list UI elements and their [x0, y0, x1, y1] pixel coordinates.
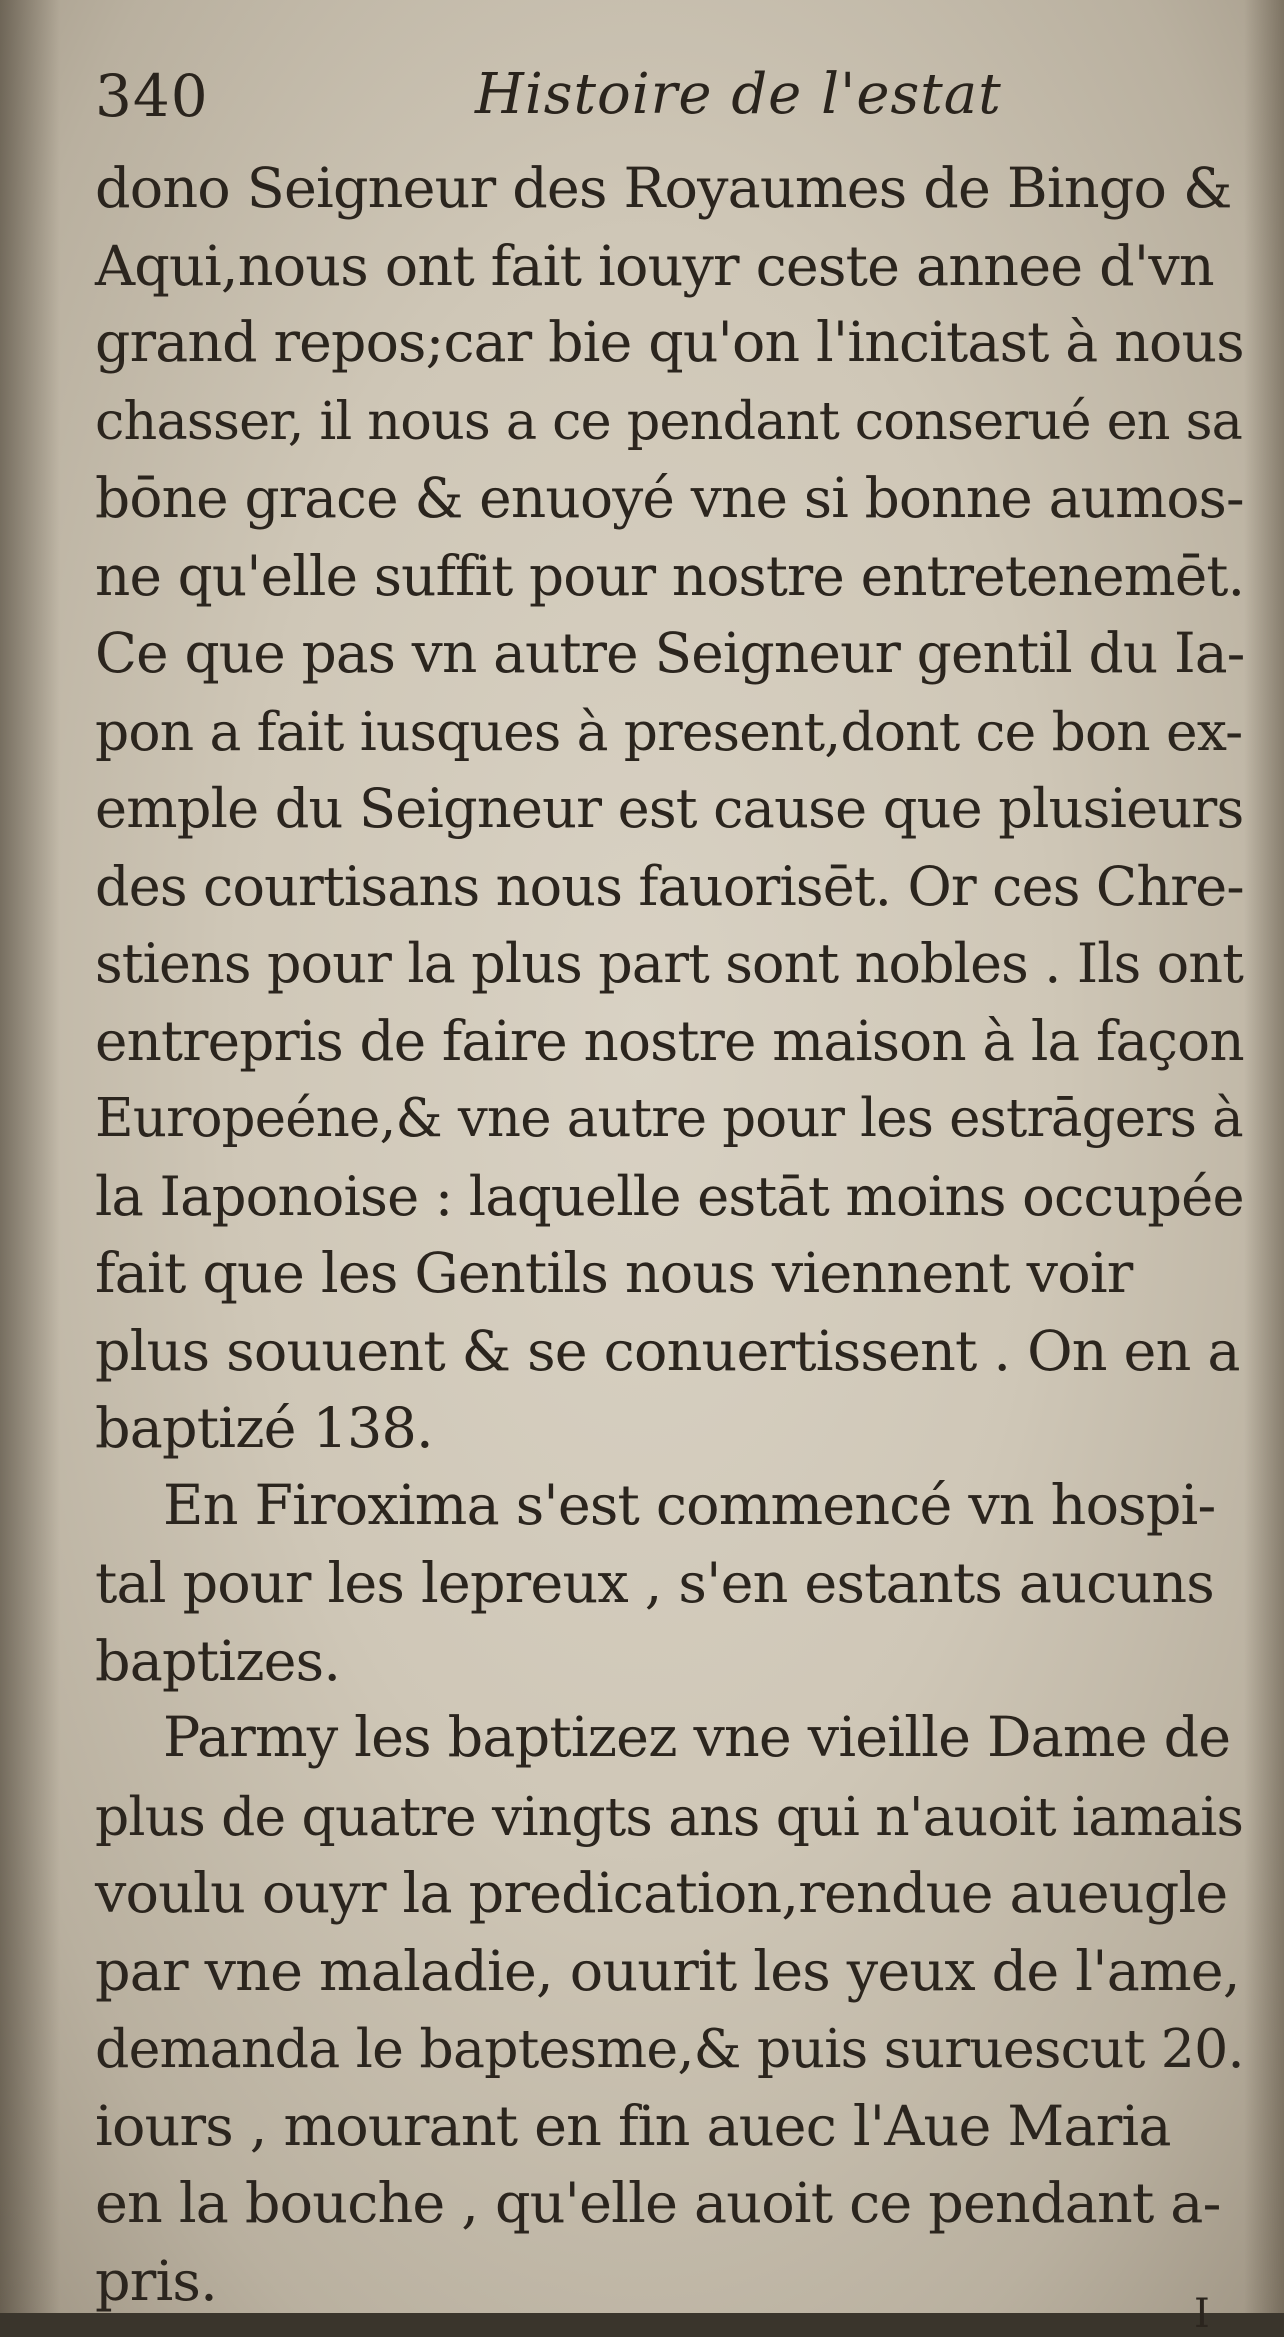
text-line: dono Seigneur des Royaumes de Bingo & [95, 156, 1232, 221]
page-header [95, 62, 1245, 142]
text-line: baptizes. [95, 1628, 341, 1694]
text-line: des courtisans nous fauorisēt. Or ces Chre- [95, 854, 1244, 918]
text-line: voulu ouyr la predication,rendue aueugle [95, 1861, 1228, 1926]
text-line: demanda le baptesme,& puis suruescut 20. [95, 2017, 1244, 2080]
text-line: ne qu'elle suffit pour nostre entretenemēt. [95, 543, 1245, 608]
running-title: Histoire de l'estat [475, 62, 1002, 127]
catchword: I [1194, 2291, 1210, 2337]
text-line: plus souuent & se conuertissent . On en a [95, 1318, 1240, 1384]
text-line: Europeéne,& vne autre pour les estrāgers à [95, 1088, 1243, 1149]
text-line: chasser, il nous a ce pendant conserué en sa [95, 390, 1243, 452]
text-line: entrepris de faire nostre maison à la façon [95, 1008, 1244, 1073]
text-line: stiens pour la plus part sont nobles . Ils ont [95, 932, 1244, 995]
text-line: emple du Seigneur est cause que plusieurs [95, 777, 1244, 840]
text-line: par vne maladie, ouurit les yeux de l'ame, [95, 1938, 1240, 2004]
text-line: la Iaponoise : laquelle estāt moins occupée [95, 1164, 1244, 1228]
text-line: plus de quatre vingts ans qui n'auoit iamais [95, 1784, 1244, 1848]
text-line: Aqui,nous ont fait iouyr ceste annee d'vn [95, 233, 1214, 299]
text-line: fait que les Gentils nous viennent voir [95, 1241, 1133, 1306]
text-line: En Firoxima s'est commencé vn hospi- [163, 1473, 1216, 1538]
text-line: bōne grace & enuoyé vne si bonne aumos- [95, 466, 1244, 530]
body-text [95, 150, 1255, 2337]
text-line: iours , mourant en fin auec l'Aue Maria [95, 2093, 1171, 2159]
text-line: en la bouche , qu'elle auoit ce pendant a- [95, 2171, 1221, 2236]
text-line: Parmy les baptizez vne vieille Dame de [163, 1706, 1231, 1770]
text-line: baptizé 138. [95, 1396, 433, 1461]
text-line: tal pour les lepreux , s'en estants aucuns [95, 1551, 1214, 1616]
text-line: Ce que pas vn autre Seigneur gentil du Ia- [95, 621, 1245, 685]
page-number: 340 [95, 62, 209, 130]
text-line: pris. [95, 2248, 217, 2314]
text-line: pon a fait iusques à present,dont ce bon ex- [95, 699, 1243, 763]
text-line: grand repos;car bie qu'on l'incitast à nous [95, 311, 1244, 375]
